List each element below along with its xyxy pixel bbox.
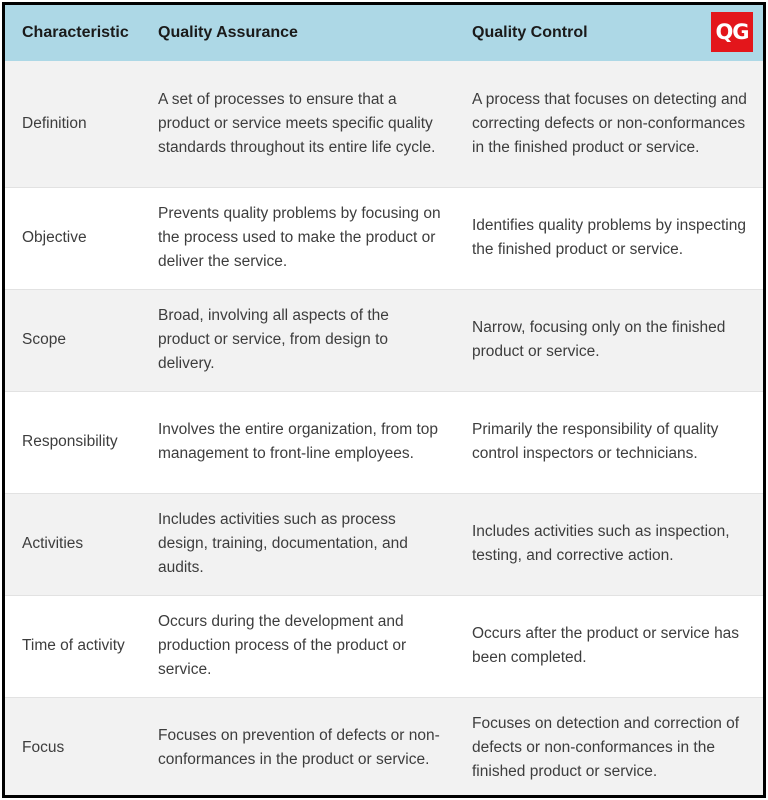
table-header — [5, 5, 763, 61]
row-quality-assurance: Occurs during the development and production process of the product or service. — [158, 613, 407, 678]
row-characteristic: Responsibility — [22, 433, 118, 450]
row-quality-assurance: Broad, involving all aspects of the product or service, from design to delivery. — [158, 307, 389, 372]
row-characteristic: Focus — [22, 739, 65, 756]
row-quality-assurance: Focuses on prevention of defects or non-conformances in the product or service. — [158, 727, 440, 768]
qa-vs-qc-table — [5, 5, 763, 798]
row-characteristic: Time of activity — [22, 637, 125, 654]
row-quality-assurance: Prevents quality problems by focusing on the process used to make the product or deliver the service. — [158, 205, 441, 270]
table-row — [5, 493, 763, 595]
header-quality-control-label: Quality Control — [472, 24, 588, 41]
logo-text: QG — [715, 20, 749, 44]
table-row — [5, 697, 763, 798]
header-quality-assurance: Quality Assurance — [158, 24, 298, 41]
row-quality-control: Occurs after the product or service has been completed. — [472, 625, 740, 666]
header-characteristic: Characteristic — [22, 24, 129, 41]
row-quality-control: Focuses on detection and correction of defects or non-conformances in the finished product or service. — [472, 715, 740, 780]
table-row — [5, 187, 763, 289]
header-row — [5, 5, 763, 61]
table-body — [5, 61, 763, 798]
row-quality-control: Identifies quality problems by inspecting the finished product or service. — [472, 217, 746, 258]
table-row — [5, 61, 763, 187]
row-characteristic: Activities — [22, 535, 84, 552]
row-quality-control: A process that focuses on detecting and correcting defects or non-conformances in the finished product or service. — [472, 90, 747, 156]
row-characteristic: Scope — [22, 331, 66, 348]
table-row — [5, 391, 763, 493]
row-quality-control: Primarily the responsibility of quality control inspectors or technicians. — [472, 421, 719, 462]
row-quality-assurance: A set of processes to ensure that a product or service meets specific quality standards throughout its entire life cycle. — [158, 90, 436, 156]
table-row — [5, 289, 763, 391]
row-quality-control: Narrow, focusing only on the finished product or service. — [472, 319, 726, 360]
row-quality-assurance: Involves the entire organization, from top management to front-line employees. — [158, 421, 439, 462]
table-row — [5, 595, 763, 697]
row-quality-control: Includes activities such as inspection, testing, and corrective action. — [472, 523, 730, 564]
header-quality-control — [455, 5, 763, 61]
comparison-table-frame — [2, 2, 766, 798]
qg-logo-icon — [711, 12, 753, 52]
row-characteristic: Definition — [22, 114, 87, 132]
row-quality-assurance: Includes activities such as process design, training, documentation, and audits. — [158, 511, 408, 576]
row-characteristic: Objective — [22, 229, 87, 246]
